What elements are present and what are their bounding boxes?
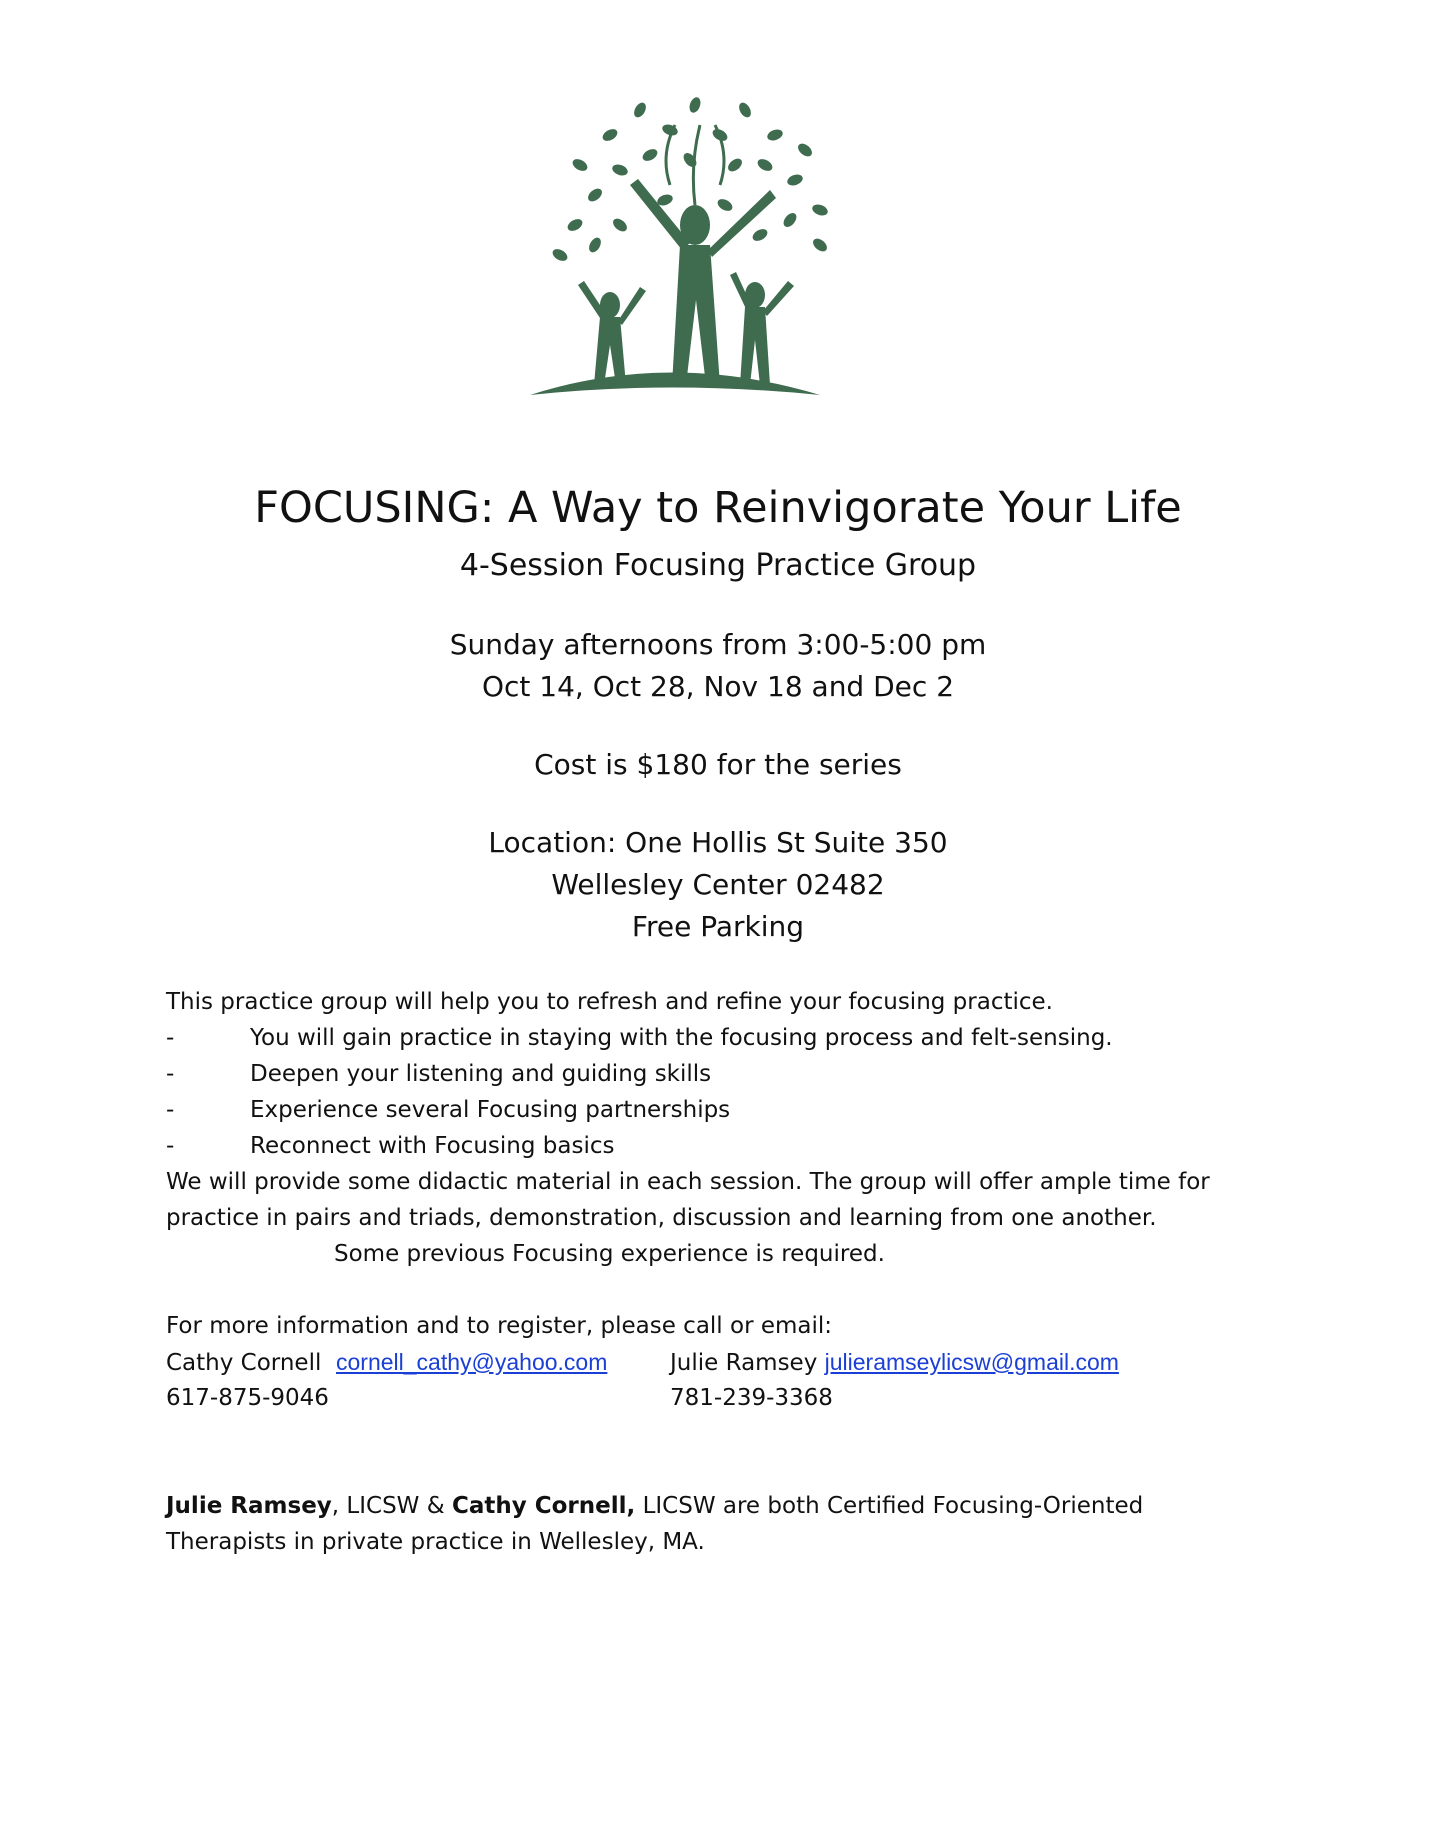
bullet-text: Deepen your listening and guiding skills [250, 1061, 712, 1087]
contact-person1 [166, 1344, 607, 1381]
bio-line2: Therapists in private practice in Wellesley, MA. [166, 1529, 705, 1555]
page-title: FOCUSING: A Way to Reinvigorate Your Life [254, 483, 1182, 533]
contact-phone-1: 617-875-9046 [166, 1385, 329, 1411]
description-para-line2: practice in pairs and triads, demonstration, discussion and learning from one another. [166, 1205, 1157, 1231]
contact-phone-2: 781-239-3368 [670, 1385, 833, 1411]
requirement-text: Some previous Focusing experience is required. [334, 1241, 885, 1267]
cost-text: Cost is $180 for the series [534, 748, 902, 781]
bio-sep: , LICSW & [331, 1493, 452, 1519]
description-intro: This practice group will help you to refresh and refine your focusing practice. [166, 989, 1053, 1015]
bio-name-2: Cathy Cornell, [451, 1493, 636, 1519]
bio-rest: LICSW are both Certified Focusing-Oriented [635, 1493, 1144, 1519]
location-line3: Free Parking [631, 910, 805, 943]
contact-person2 [670, 1344, 1119, 1381]
bullet-marker: - [166, 1097, 175, 1123]
bullet-marker: - [166, 1061, 175, 1087]
location-line2: Wellesley Center 02482 [551, 868, 885, 901]
email-link-2[interactable]: julieramseylicsw@gmail.com [824, 1349, 1119, 1375]
bullet-marker: - [166, 1133, 175, 1159]
schedule-time: Sunday afternoons from 3:00-5:00 pm [449, 628, 987, 661]
email-link-1[interactable]: cornell_cathy@yahoo.com [336, 1349, 608, 1375]
schedule-dates: Oct 14, Oct 28, Nov 18 and Dec 2 [481, 670, 955, 703]
list-item [166, 1056, 711, 1092]
contact-name-1: Cathy Cornell [166, 1350, 322, 1376]
contact-heading: For more information and to register, please call or email: [166, 1313, 833, 1339]
contact-name-2: Julie Ramsey [670, 1350, 818, 1376]
page-subtitle: 4-Session Focusing Practice Group [459, 548, 977, 583]
bullet-text: You will gain practice in staying with the focusing process and felt-sensing. [250, 1025, 1113, 1051]
list-item [166, 1092, 730, 1128]
tree-with-three-people-logo [520, 95, 880, 415]
bio-line1 [166, 1488, 1286, 1524]
bullet-text: Reconnect with Focusing basics [250, 1133, 615, 1159]
description-para-line1: We will provide some didactic material in each session. The group will offer ample time for [166, 1169, 1210, 1195]
list-item [166, 1020, 1113, 1056]
bullet-text: Experience several Focusing partnerships [250, 1097, 731, 1123]
list-item [166, 1128, 614, 1164]
location-line1: Location: One Hollis St Suite 350 [488, 826, 948, 859]
bullet-marker: - [166, 1025, 175, 1051]
bio-name-1: Julie Ramsey [166, 1493, 332, 1519]
